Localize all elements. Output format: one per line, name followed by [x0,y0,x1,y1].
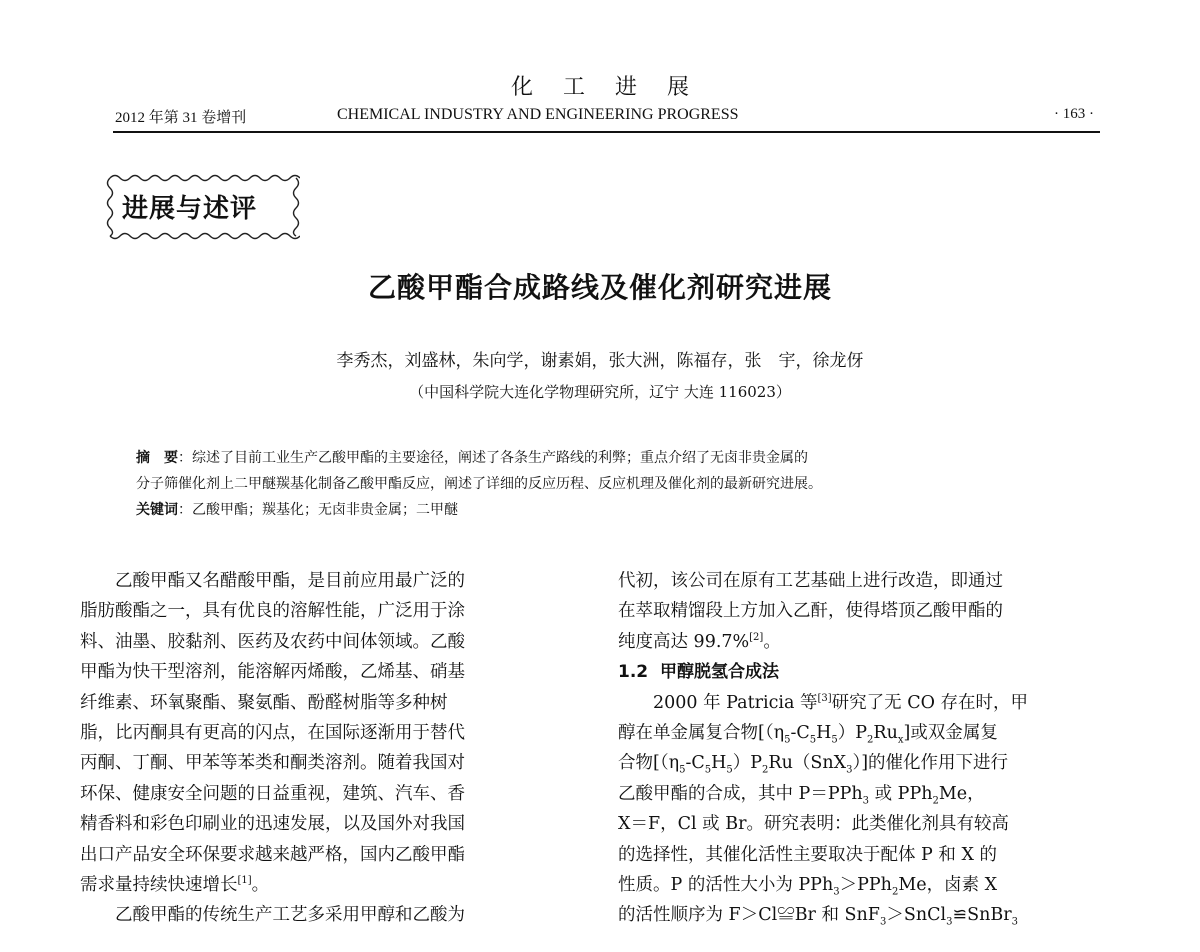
text-run: ＞SnCl [886,905,947,926]
subscript: 2 [762,764,769,776]
text-line: 代初，该公司在原有工艺基础上进行改造，即通过 [618,571,1003,591]
subscript: 5 [726,764,733,776]
text-line [618,748,1103,778]
text-line: 乙酸甲酯的传统生产工艺多采用甲醇和乙酸为 [115,905,465,926]
heading-text: 甲醇脱氢合成法 [659,662,779,683]
abstract-label: 摘 要 [136,450,178,466]
text-run: H [711,753,727,774]
text-line: 环保、健康安全问题的日益重视，建筑、汽车、香 [80,783,465,804]
text-run: H [816,722,832,743]
text-run: 乙酸甲酯的合成，其中 P＝PPh [618,783,863,804]
journal-english-title: CHEMICAL INDUSTRY AND ENGINEERING PROGRESS [337,106,739,123]
subscript: 5 [784,734,791,746]
subscript: 5 [831,734,838,746]
subscript: 3 [833,886,840,898]
affiliation: （中国科学院大连化学物理研究所，辽宁 大连 116023） [409,383,791,401]
text-run: ）P [732,753,763,774]
citation-ref: [1] [237,875,252,887]
text-run: ＞PPh [839,874,892,895]
text-run: 。 [763,631,781,652]
subscript: 3 [946,916,953,928]
keywords-line [136,497,1076,523]
text-run: Ru（SnX [768,753,847,774]
text-line [618,718,1103,748]
text-line: X＝F，Cl 或 Br。研究表明：此类催化剂具有较高 [618,814,1009,835]
text-line: 甲酯为快干型溶剂，能溶解丙烯酸，乙烯基、硝基 [80,662,465,683]
body-right-column [618,566,1103,931]
subscript: 3 [879,916,887,928]
abstract-line [136,445,1076,471]
text-line [618,900,1103,930]
subscript: 5 [704,764,712,776]
text-run: Me，卤素 X [898,874,998,895]
text-line [618,688,1103,718]
text-line: 脂肪酸酯之一，具有优良的溶解性能，广泛用于涂 [80,601,465,622]
text-run: 的活性顺序为 F＞Cl≌Br 和 SnF [618,905,880,926]
text-line: 在萃取精馏段上方加入乙酐，使得塔顶乙酸甲酯的 [618,601,1003,622]
text-run: 醇在单金属复合物[（η [618,722,785,743]
text-run: -C [685,753,705,774]
citation-ref: [3] [817,692,832,704]
text-line [618,779,1103,809]
text-run: ≌SnBr [952,905,1012,926]
section-tag-label: 进展与述评 [122,194,258,224]
subscript: 2 [867,734,874,746]
text-line: 精香料和彩色印刷业的迅速发展，以及国外对我国 [80,814,465,835]
section-heading [618,657,1103,687]
subscript: 2 [932,795,939,807]
journal-title: 化工进展 [510,75,719,100]
body-left-column [80,566,578,931]
citation-ref: [2] [749,631,764,643]
text-line: 丙酮、丁酮、甲苯等苯类和酮类溶剂。随着我国对 [80,753,465,774]
page-number: · 163 · [1054,106,1094,122]
text-run: 需求量持续快速增长 [80,874,238,895]
text-run: Ru [873,722,898,743]
text-run: 或 PPh [869,783,933,804]
running-header [115,104,1100,130]
text-line: 乙酸甲酯又名醋酸甲酯，是目前应用最广泛的 [115,571,465,591]
text-line: 出口产品安全环保要求越来越严格，国内乙酸甲酯 [80,844,465,865]
text-line [618,870,1103,900]
text-run: Me， [938,783,985,804]
header-rule [113,131,1100,133]
text-line: 脂，比丙酮具有更高的闪点，在国际逐渐用于替代 [80,722,465,743]
abstract [136,445,1076,523]
text-run: 合物[（η [618,753,680,774]
text-run: ]或双金属复 [903,722,998,743]
text-line [618,627,1103,657]
authors: 李秀杰，刘盛林，朱向学，谢素娟，张大洲，陈福存，张 宇，徐龙伢 [336,351,864,371]
text-run: 性质。P 的活性大小为 PPh [618,874,834,895]
text-line: 的选择性，其催化活性主要取决于配体 P 和 X 的 [618,844,997,865]
text-run: 2000 年 Patricia 等 [653,692,818,713]
text-run: ）]的催化作用下进行 [852,753,1009,774]
paper-title: 乙酸甲酯合成路线及催化剂研究进展 [367,271,832,304]
subscript: 3 [846,764,853,776]
subscript: 5 [679,764,686,776]
subscript: x [897,734,904,746]
text-run: 。 [251,874,270,895]
text-run: 纯度高达 99.7% [618,631,750,652]
subscript: 2 [891,886,899,898]
abstract-line: 分子筛催化剂上二甲醚羰基化制备乙酸甲酯反应，阐述了详细的反应历程、反应机理及催化剂的最新研究进展。 [136,476,822,492]
abstract-text: ：综述了目前工业生产乙酸甲酯的主要途径，阐述了各条生产路线的利弊；重点介绍了无卤非贵金属的 [178,450,808,466]
text-line: 纤维素、环氧聚酯、聚氨酯、酚醛树脂等多种树 [80,692,448,713]
volume-info: 2012 年第 31 卷增刊 [115,110,247,126]
section-tag [104,170,300,244]
keywords-text: ：乙酸甲酯；羰基化；无卤非贵金属；二甲醚 [178,502,458,518]
text-run: ）P [837,722,868,743]
keywords-label: 关键词 [136,502,178,518]
heading-number: 1.2 [618,662,649,683]
subscript: 3 [1011,916,1018,928]
text-run: -C [790,722,810,743]
subscript: 3 [862,795,870,807]
subscript: 5 [809,734,817,746]
text-run: 研究了无 CO 存在时，甲 [831,692,1029,713]
text-line: 料、油墨、胶黏剂、医药及农药中间体领域。乙酸 [80,631,465,652]
text-line [80,870,578,900]
